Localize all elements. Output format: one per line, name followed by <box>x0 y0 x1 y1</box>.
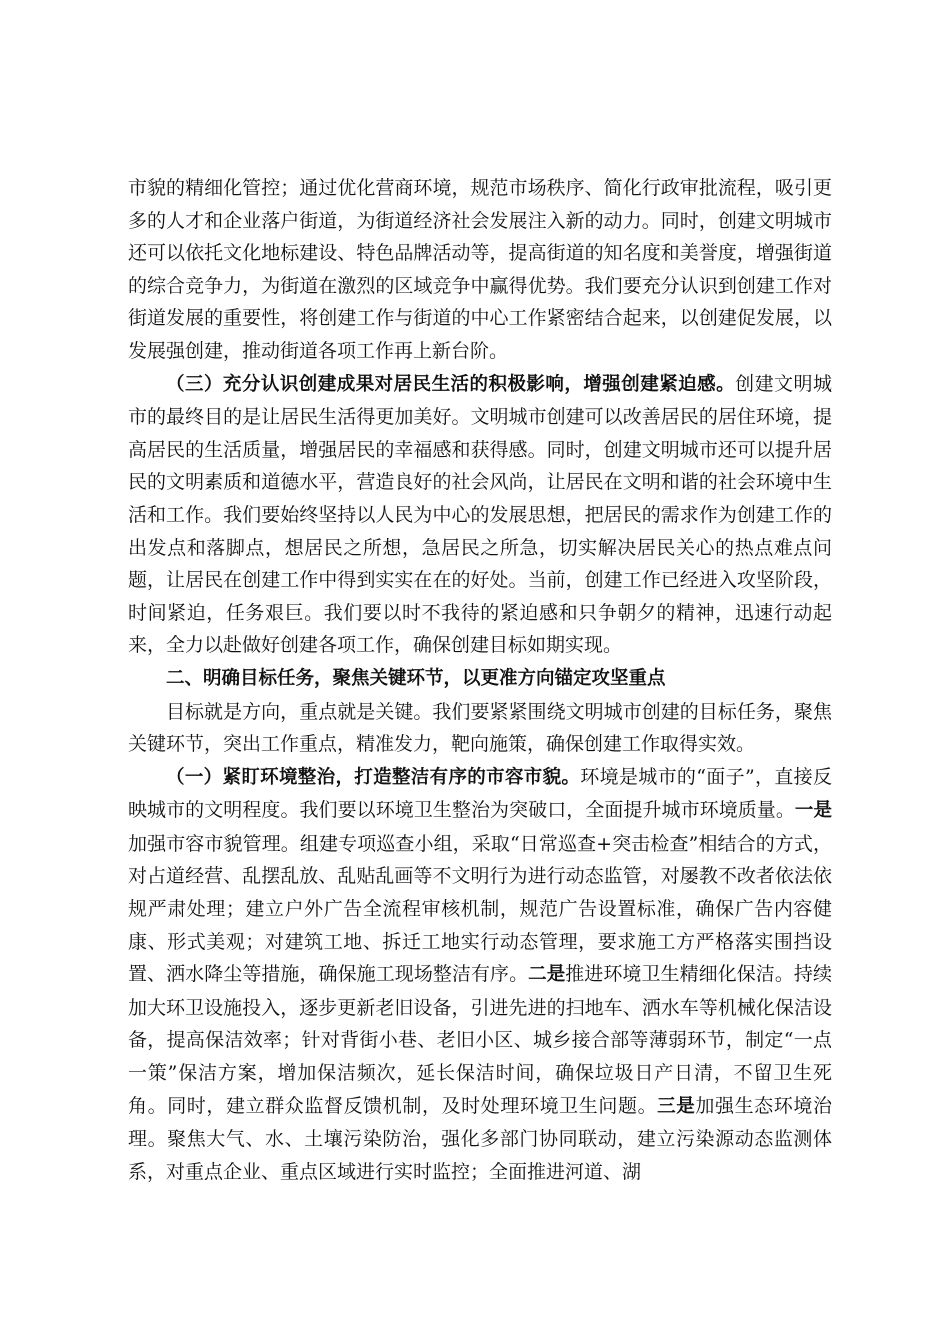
item-text-3: 加强生态环境治理。聚焦大气、水、土壤污染防治，强化多部门协同联动，建立污染源动态监测体系，对重点企业、重点区域进行实时监控；全面推进河道、湖 <box>128 1094 832 1183</box>
item-text-1: 加强市容市貌管理。组建专项巡查小组，采取“日常巡查+突击检查”相结合的方式，对占道经营、乱摆乱放、乱贴乱画等不文明行为进行动态监管，对屡教不改者依法依规严肃处理；建立户外广告全流程审核机制，规范广告设置标准，确保广告内容健康、形式美观；对建筑工地、拆迁工地实行动态管理，要求施工方严格落实围挡设置、洒水降尘等措施，确保施工现场整洁有序。 <box>128 832 832 986</box>
paragraph-environment <box>128 761 832 1189</box>
document-body <box>128 172 832 1188</box>
item-label-3: 三是 <box>657 1095 696 1117</box>
section-heading-text: 二、明确目标任务，聚焦关键环节，以更准方向锚定攻坚重点 <box>166 667 666 689</box>
section-heading-2 <box>128 662 832 696</box>
paragraph-goals-intro <box>128 696 832 761</box>
subsection-heading-1: （一）紧盯环境整治，打造整洁有序的市容市貌。 <box>166 766 581 788</box>
paragraph-urban-development <box>128 172 832 368</box>
paragraph-text: 市貌的精细化管控；通过优化营商环境，规范市场秩序、简化行政审批流程，吸引更多的人才和企业落户街道，为街道经济社会发展注入新的动力。同时，创建文明城市还可以依托文化地标建设、特色品牌活动等，提高街道的知名度和美誉度，增强街道的综合竞争力，为街道在激烈的区域竞争中赢得优势。我们要充分认识到创建工作对街道发展的重要性，将创建工作与街道的中心工作紧密结合起来，以创建促发展，以发展强创建，推动街道各项工作再上新台阶。 <box>128 177 832 362</box>
paragraph-text: 目标就是方向，重点就是关键。我们要紧紧围绕文明城市创建的目标任务，聚焦关键环节，突出工作重点，精准发力，靶向施策，确保创建工作取得实效。 <box>128 700 832 756</box>
item-text-2: 推进环境卫生精细化保洁。持续加大环卫设施投入，逐步更新老旧设备，引进先进的扫地车、洒水车等机械化保洁设备，提高保洁效率；针对背街小巷、老旧小区、城乡接合部等薄弱环节，制定“一点一策”保洁方案，增加保洁频次，延长保洁时间，确保垃圾日产日清，不留卫生死角。同时，建立群众监督反馈机制，及时处理环境卫生问题。 <box>128 963 832 1117</box>
paragraph-text: 创建文明城市的最终目的是让居民生活得更加美好。文明城市创建可以改善居民的居住环境，提高居民的生活质量，增强居民的幸福感和获得感。同时，创建文明城市还可以提升居民的文明素质和道德水平，营造良好的社会风尚，让居民在文明和谐的社会环境中生活和工作。我们要始终坚持以人民为中心的发展思想，把居民的需求作为创建工作的出发点和落脚点，想居民之所想，急居民之所急，切实解决居民关心的热点难点问题，让居民在创建工作中得到实实在在的好处。当前，创建工作已经进入攻坚阶段，时间紧迫，任务艰巨。我们要以时不我待的紧迫感和只争朝夕的精神，迅速行动起来，全力以赴做好创建各项工作，确保创建目标如期实现。 <box>128 372 832 657</box>
paragraph-residents-impact <box>128 368 832 662</box>
paragraph-text: 环境是城市的“面子”，直接反映城市的文明程度。我们要以环境卫生整治为突破口，全面提升城市环境质量。 <box>128 765 832 822</box>
item-label-2: 二是 <box>528 964 566 986</box>
item-label-1: 一是 <box>794 800 832 822</box>
subsection-heading-3: （三）充分认识创建成果对居民生活的积极影响，增强创建紧迫感。 <box>166 373 736 395</box>
